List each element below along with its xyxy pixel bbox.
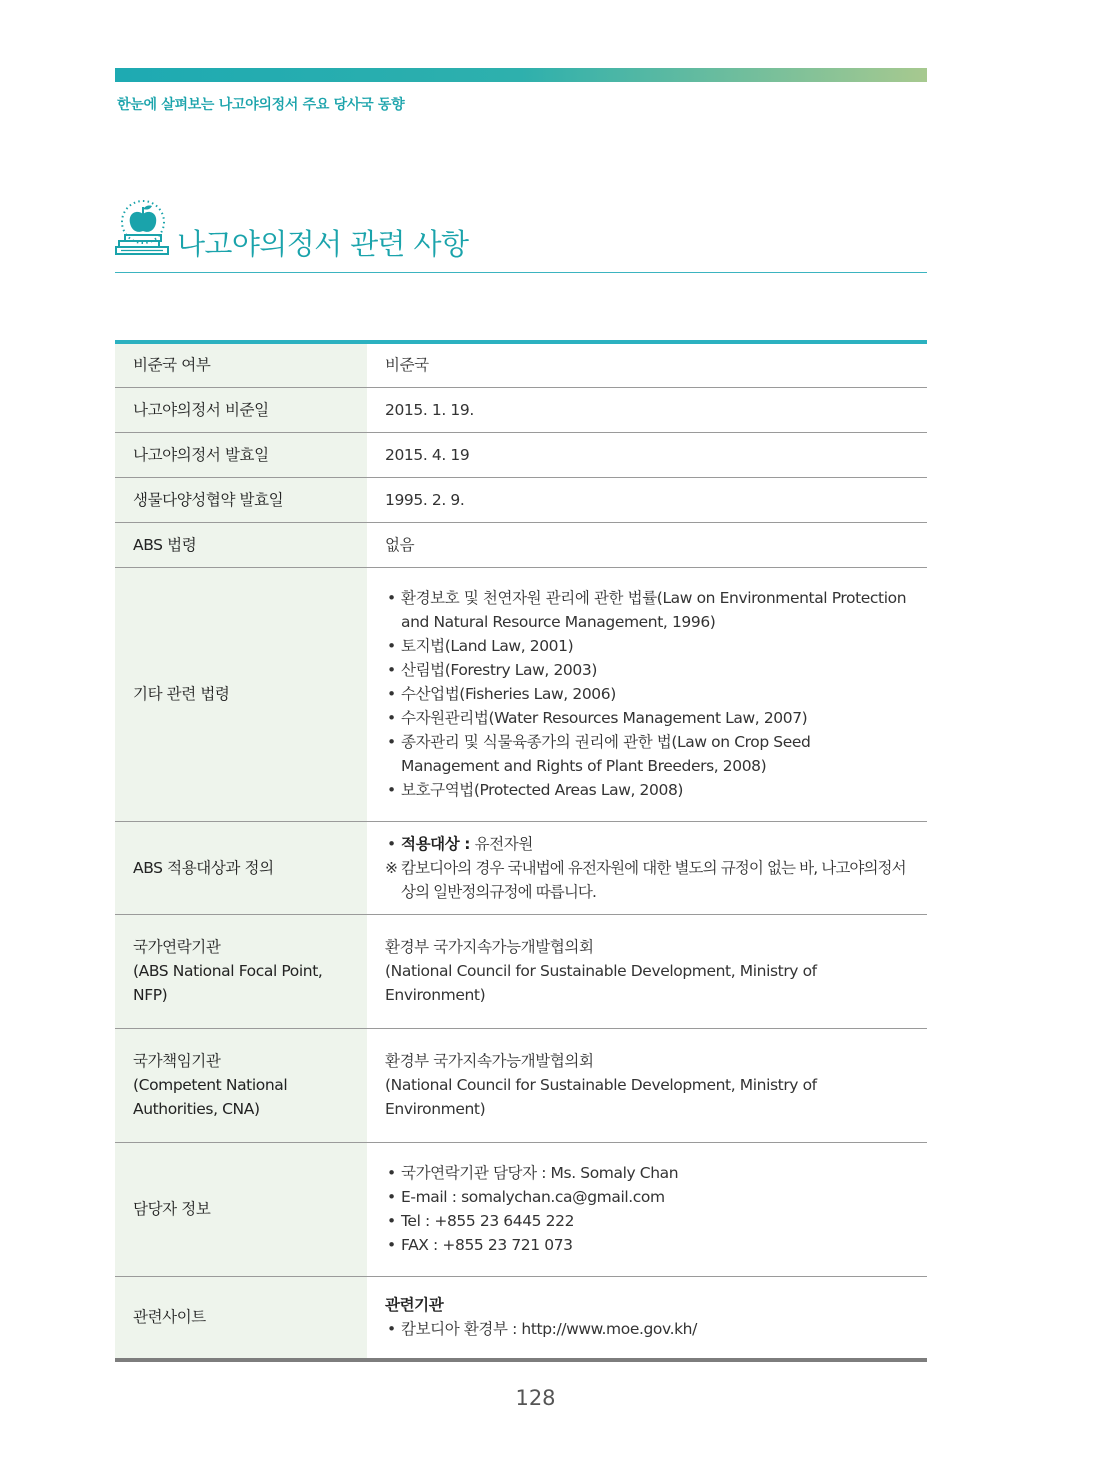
row-value: 없음 xyxy=(367,522,927,567)
table-row xyxy=(115,821,927,914)
site-list xyxy=(385,1317,911,1341)
table-row xyxy=(115,567,927,821)
list-item: • 수자원관리법(Water Resources Management Law, 2007) xyxy=(385,706,911,730)
row-value: 2015. 4. 19 xyxy=(367,432,927,477)
list-item: • 수산업법(Fisheries Law, 2006) xyxy=(385,682,911,706)
row-label: 생물다양성협약 발효일 xyxy=(115,477,367,522)
list-item: • FAX : +855 23 721 073 xyxy=(385,1233,911,1257)
value-line: (National Council for Sustainable Development, Ministry of Environment) xyxy=(385,962,817,1004)
row-value: 2015. 1. 19. xyxy=(367,387,927,432)
list-item: • 환경보호 및 천연자원 관리에 관한 법률(Law on Environmental Protection and Natural Resource Management, 1996) xyxy=(385,586,911,634)
label-line: Authorities, CNA) xyxy=(133,1100,260,1118)
row-value xyxy=(367,914,927,1028)
row-value xyxy=(367,1028,927,1142)
apple-book-icon xyxy=(115,198,171,260)
scope-label: 적용대상 : xyxy=(401,834,471,853)
label-line: (Competent National xyxy=(133,1076,288,1094)
list-item: • 국가연락기관 담당자 : Ms. Somaly Chan xyxy=(385,1161,911,1185)
running-head: 한눈에 살펴보는 나고야의정서 주요 당사국 동향 xyxy=(117,97,405,113)
note-text: 캄보디아의 경우 국내법에 유전자원에 대한 별도의 규정이 없는 바, 나고야의정서 상의 일반정의규정에 따릅니다. xyxy=(401,858,906,901)
label-line: (ABS National Focal Point, xyxy=(133,962,323,980)
row-label: ABS 법령 xyxy=(115,522,367,567)
value-line: 환경부 국가지속가능개발협의회 xyxy=(385,1052,594,1070)
note-mark: ※ xyxy=(385,858,398,877)
row-label: 기타 관련 법령 xyxy=(115,567,367,821)
row-value xyxy=(367,821,927,914)
page-number: 128 xyxy=(515,1386,556,1410)
table-row xyxy=(115,1276,927,1360)
list-item: • 산림법(Forestry Law, 2003) xyxy=(385,658,911,682)
row-label: ABS 적용대상과 정의 xyxy=(115,821,367,914)
scope-list xyxy=(385,832,911,856)
scope-value: 유전자원 xyxy=(474,834,533,853)
list-item: • E-mail : somalychan.ca@gmail.com xyxy=(385,1185,911,1209)
list-item: • 캄보디아 환경부 : http://www.moe.gov.kh/ xyxy=(385,1317,911,1341)
section-title xyxy=(115,198,927,273)
info-table xyxy=(115,340,927,1362)
table-row xyxy=(115,342,927,387)
list-item: • 보호구역법(Protected Areas Law, 2008) xyxy=(385,778,911,802)
row-label: 관련사이트 xyxy=(115,1276,367,1360)
section-heading: 나고야의정서 관련 사항 xyxy=(177,227,469,261)
table-row xyxy=(115,432,927,477)
contact-list xyxy=(385,1161,911,1257)
row-label: 비준국 여부 xyxy=(115,342,367,387)
label-line: 국가연락기관 xyxy=(133,938,221,956)
table-row xyxy=(115,1028,927,1142)
row-value xyxy=(367,1142,927,1276)
table-row xyxy=(115,1142,927,1276)
row-label xyxy=(115,1028,367,1142)
site-heading: 관련기관 xyxy=(385,1296,444,1315)
list-item: • 토지법(Land Law, 2001) xyxy=(385,634,911,658)
row-value xyxy=(367,1276,927,1360)
table-row xyxy=(115,522,927,567)
table-row xyxy=(115,914,927,1028)
list-item: • Tel : +855 23 6445 222 xyxy=(385,1209,911,1233)
row-label: 나고야의정서 비준일 xyxy=(115,387,367,432)
list-item: • 종자관리 및 식물육종가의 권리에 관한 법(Law on Crop Seed Management and Rights of Plant Breeders, 2008) xyxy=(385,730,911,778)
header-gradient-bar xyxy=(115,68,927,82)
list-item xyxy=(385,832,911,856)
table-row xyxy=(115,387,927,432)
row-label: 담당자 정보 xyxy=(115,1142,367,1276)
row-label: 나고야의정서 발효일 xyxy=(115,432,367,477)
row-value: 1995. 2. 9. xyxy=(367,477,927,522)
label-line: NFP) xyxy=(133,986,168,1004)
row-value xyxy=(367,567,927,821)
value-line: 환경부 국가지속가능개발협의회 xyxy=(385,938,594,956)
label-line: 국가책임기관 xyxy=(133,1052,221,1070)
table-row xyxy=(115,477,927,522)
row-value: 비준국 xyxy=(367,342,927,387)
related-laws-list xyxy=(385,586,911,802)
value-line: (National Council for Sustainable Development, Ministry of Environment) xyxy=(385,1076,817,1118)
note xyxy=(385,856,911,904)
row-label xyxy=(115,914,367,1028)
